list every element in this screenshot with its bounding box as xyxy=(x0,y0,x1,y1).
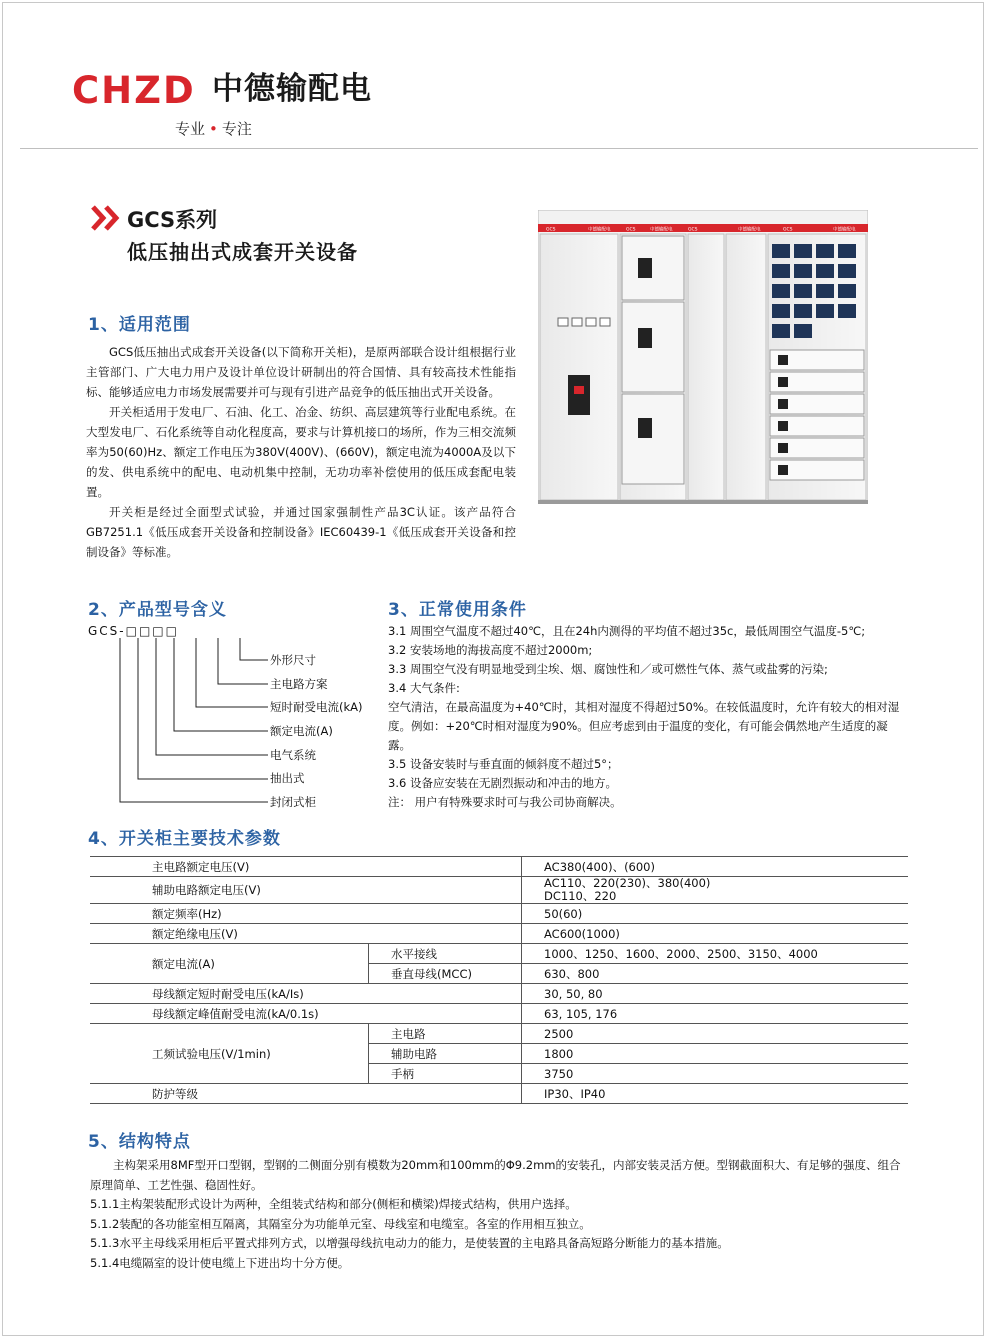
section-1-paragraph: 开关柜适用于发电厂、石油、化工、冶金、纺织、高层建筑等行业配电系统。在大型发电厂、石化系统等自动化程度高，要求与计算机接口的场所，作为三相交流频率为50(60)Hz、额定工作电压为380V(400V)、(660V)，额定电流为4000A及以下的发、供电系统中的配电、电动机集中控制，无功功率补偿使用的低压成套配电装置。 xyxy=(86,405,516,499)
table-row xyxy=(90,1084,908,1104)
param-label: 主电路额定电压(V) xyxy=(90,857,522,877)
param-value: AC380(400)、(600) xyxy=(522,857,909,877)
table-row xyxy=(90,924,908,944)
cabinet-label: GCS xyxy=(688,227,698,233)
section-1-body xyxy=(86,342,516,562)
section-1-paragraph: GCS低压抽出式成套开关设备(以下简称开关柜)，是原两部联合设计组根据行业主管部门、广大电力用户及设计单位设计研制出的符合国情、具有较高技术性能指标、能够适应电力市场发展需要并可与现有引进产品竞争的低压抽出式开关设备。 xyxy=(86,345,516,399)
param-label: 额定电流(A) xyxy=(90,944,369,984)
slogan-second: 专注 xyxy=(221,120,252,138)
param-value: 50(60) xyxy=(522,904,909,924)
structure-item: 5.1.4电缆隔室的设计使电缆上下进出均十分方便。 xyxy=(90,1255,350,1270)
cabinet-label: 中德输配电 xyxy=(833,227,856,233)
param-value: 1800 xyxy=(522,1044,909,1064)
table-row xyxy=(90,944,908,964)
param-label: 母线额定短时耐受电压(kA/Is) xyxy=(90,984,522,1004)
condition-item: 3.6 设备应安装在无剧烈振动和冲击的地方。 xyxy=(388,776,617,790)
param-value: 2500 xyxy=(522,1024,909,1044)
structure-item: 5.1.3水平主母线采用柜后平置式排列方式，以增强母线抗电动力的能力，是使装置的主电路具备高短路分断能力的基本措施。 xyxy=(90,1236,729,1250)
model-label: 抽出式 xyxy=(270,771,305,785)
condition-item: 3.1 周围空气温度不超过40℃，且在24h内测得的平均值不超过35c，最低周围空气温度-5℃; xyxy=(388,624,866,638)
param-sublabel: 垂直母线(MCC) xyxy=(369,964,522,984)
condition-item: 3.5 设备安装时与垂直面的倾斜度不超过5°； xyxy=(388,757,619,771)
header-divider xyxy=(20,148,978,149)
table-row xyxy=(90,1004,908,1024)
model-label: 短时耐受电流(kA) xyxy=(270,700,363,714)
param-value: 1000、1250、1600、2000、2500、3150、4000 xyxy=(522,944,909,964)
condition-note: 注： 用户有特殊要求时可与我公司协商解决。 xyxy=(388,795,622,809)
structure-features xyxy=(90,1156,910,1273)
condition-item: 空气清洁，在最高温度为+40℃时，其相对湿度不得超过50%。在较低温度时，允许有较大的相对湿度。例如：+20℃时相对湿度为90%。但应考虑到由于温度的变化，有可能会偶然地产生适度的凝露。 xyxy=(388,700,900,752)
structure-item: 5.1.1主构架装配形式设计为两种，全组装式结构和部分(侧柜和横梁)焊接式结构，供用户选择。 xyxy=(90,1197,577,1211)
structure-item: 5.1.2装配的各功能室相互隔离，其隔室分为功能单元室、母线室和电缆室。各室的作用相互独立。 xyxy=(90,1216,591,1231)
param-sublabel: 辅助电路 xyxy=(369,1044,522,1064)
section-5-heading: 5、结构特点 xyxy=(88,1132,191,1152)
param-sublabel: 主电路 xyxy=(369,1024,522,1044)
slogan-first: 专业 xyxy=(175,120,206,138)
slogan-dot: • xyxy=(209,120,218,138)
cabinet-label: GCS xyxy=(626,227,636,233)
param-value xyxy=(522,877,909,904)
technical-parameters-table xyxy=(90,856,908,1104)
param-value: 630、800 xyxy=(522,964,909,984)
logo-latin: CHZD xyxy=(72,69,196,112)
param-value-line: DC110、220 xyxy=(544,889,617,903)
param-value: IP30、IP40 xyxy=(522,1084,909,1104)
model-code: GCS-□□□□ xyxy=(88,624,179,638)
param-value: AC600(1000) xyxy=(522,924,909,944)
model-label: 额定电流(A) xyxy=(270,724,333,738)
cabinet-label: GCS xyxy=(546,227,556,233)
section-2-heading: 2、产品型号含义 xyxy=(88,600,227,620)
slogan xyxy=(175,118,252,139)
cabinet-label: GCS xyxy=(783,227,793,233)
table-row xyxy=(90,857,908,877)
table-row xyxy=(90,984,908,1004)
param-label: 辅助电路额定电压(V) xyxy=(90,877,522,904)
structure-item: 主构架采用8MF型开口型钢，型钢的二侧面分别有模数为20mm和100mm的Φ9.2mm的安装孔，内部安装灵活方便。型钢截面积大、有足够的强度、组合原理简单、工艺性强、稳固性好。 xyxy=(90,1158,901,1192)
condition-item: 3.4 大气条件: xyxy=(388,681,460,695)
table-row xyxy=(90,877,908,904)
model-code-diagram xyxy=(108,634,278,814)
section-1-paragraph: 开关柜是经过全面型式试验，并通过国家强制性产品3C认证。该产品符合GB7251.1《低压成套开关设备和控制设备》IEC60439-1《低压成套开关设备和控制设备》等标准。 xyxy=(86,505,516,559)
param-label: 额定绝缘电压(V) xyxy=(90,924,522,944)
model-label: 电气系统 xyxy=(270,748,316,762)
section-1-heading: 1、适用范围 xyxy=(88,315,191,335)
product-series: GCS系列 xyxy=(127,208,218,232)
cabinet-label: 中德输配电 xyxy=(738,227,761,233)
param-value-line: AC110、220(230)、380(400) xyxy=(544,876,711,890)
param-label: 母线额定峰值耐受电流(kA/0.1s) xyxy=(90,1004,522,1024)
section-3-heading: 3、正常使用条件 xyxy=(388,600,527,620)
table-row xyxy=(90,1024,908,1044)
param-label: 防护等级 xyxy=(90,1084,522,1104)
section-4-heading: 4、开关柜主要技术参数 xyxy=(88,829,281,849)
model-label: 封闭式柜 xyxy=(270,795,316,809)
param-sublabel: 手柄 xyxy=(369,1064,522,1084)
product-name: 低压抽出式成套开关设备 xyxy=(127,240,358,264)
double-chevron-icon xyxy=(91,205,131,231)
cabinet-label: 中德输配电 xyxy=(650,227,673,233)
param-label: 工频试验电压(V/1min) xyxy=(90,1024,369,1084)
table-row xyxy=(90,904,908,924)
param-value: 3750 xyxy=(522,1064,909,1084)
param-value: 30, 50, 80 xyxy=(522,984,909,1004)
model-label: 外形尺寸 xyxy=(270,653,316,667)
param-label: 额定频率(Hz) xyxy=(90,904,522,924)
condition-item: 3.3 周围空气没有明显地受到尘埃、烟、腐蚀性和／或可燃性气体、蒸气或盐雾的污染; xyxy=(388,662,828,676)
param-value: 63, 105, 176 xyxy=(522,1004,909,1024)
usage-conditions xyxy=(388,622,908,812)
cabinet-label: 中德输配电 xyxy=(588,227,611,233)
param-sublabel: 水平接线 xyxy=(369,944,522,964)
condition-item: 3.2 安装场地的海拔高度不超过2000m; xyxy=(388,643,593,657)
logo-chinese: 中德输配电 xyxy=(212,71,372,107)
switchgear-cabinet-image xyxy=(538,210,868,510)
model-label: 主电路方案 xyxy=(270,677,328,691)
